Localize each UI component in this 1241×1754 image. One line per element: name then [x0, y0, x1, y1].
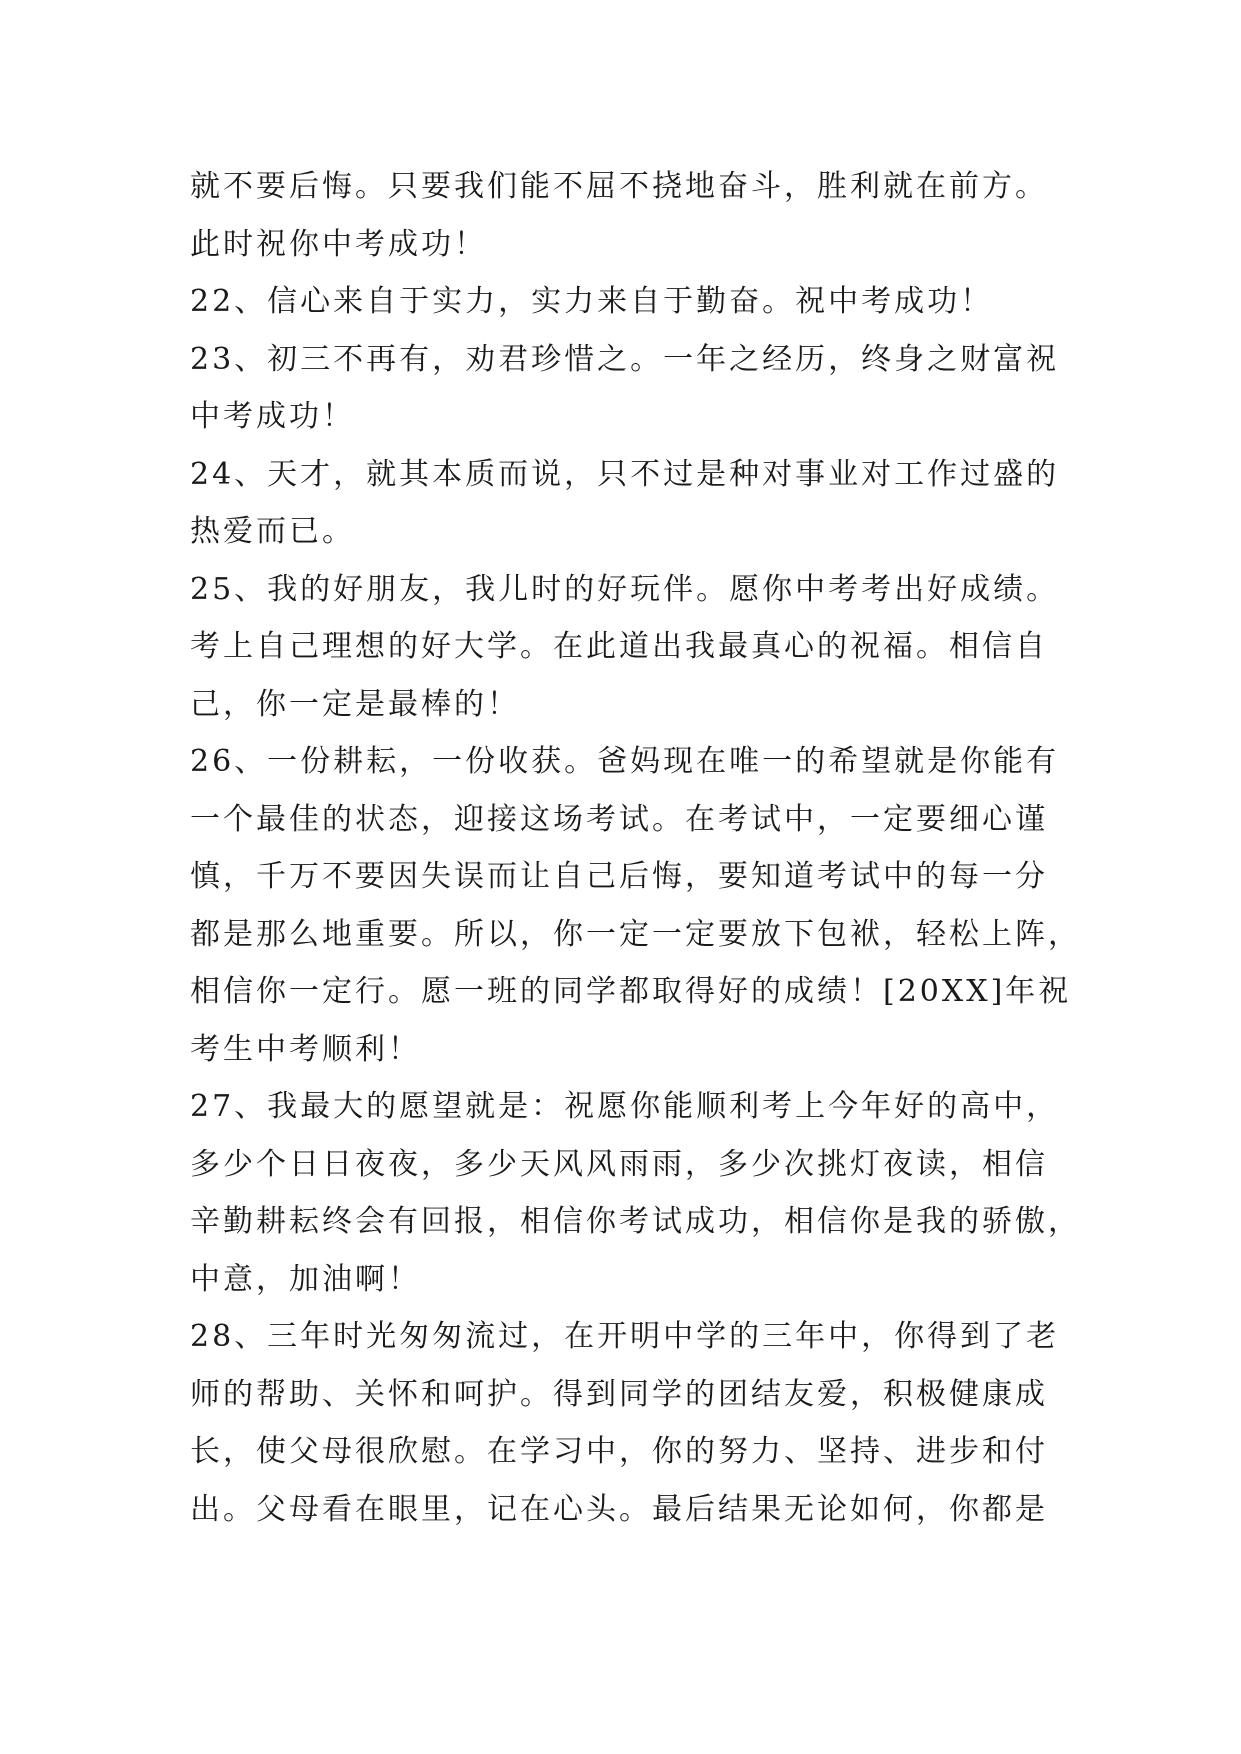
text-line: 24、天才，就其本质而说，只不过是种对事业对工作过盛的: [190, 456, 1060, 492]
text-line: 相信你一定行。愿一班的同学都取得好的成绩！[20XX]年祝: [190, 974, 1072, 1009]
text-line: 23、初三不再有，劝君珍惜之。一年之经历，终身之财富祝: [190, 341, 1060, 377]
text-line: 出。父母看在眼里，记在心头。最后结果无论如何，你都是: [190, 1491, 1048, 1527]
text-line: 师的帮助、关怀和呵护。得到同学的团结友爱，积极健康成: [190, 1376, 1048, 1412]
text-line: 长，使父母很欣慰。在学习中，你的努力、坚持、进步和付: [190, 1434, 1048, 1469]
text-line: 就不要后悔。只要我们能不屈不挠地奋斗，胜利就在前方。: [190, 169, 1048, 204]
text-line: 一个最佳的状态，迎接这场考试。在考试中，一定要细心谨: [190, 801, 1048, 837]
text-line: 27、我最大的愿望就是：祝愿你能顺利考上今年好的高中，: [190, 1089, 1060, 1124]
text-line: 己，你一定是最棒的！: [190, 686, 520, 722]
text-line: 22、信心来自于实力，实力来自于勤奋。祝中考成功！: [190, 284, 994, 319]
text-line: 慎，千万不要因失误而让自己后悔，要知道考试中的每一分: [190, 859, 1048, 894]
text-line: 辛勤耕耘终会有回报，相信你考试成功，相信你是我的骄傲，: [190, 1204, 1081, 1239]
text-line: 多少个日日夜夜，多少天风风雨雨，多少次挑灯夜读，相信: [190, 1146, 1048, 1182]
text-line: 此时祝你中考成功！: [190, 226, 487, 262]
text-line: 中考成功！: [190, 399, 355, 434]
document-body: [190, 158, 1081, 1538]
text-line: 中意，加油啊！: [190, 1261, 421, 1297]
text-line: 26、一份耕耘，一份收获。爸妈现在唯一的希望就是你能有: [190, 744, 1060, 779]
text-line: 考上自己理想的好大学。在此道出我最真心的祝福。相信自: [190, 629, 1048, 664]
text-line: 25、我的好朋友，我儿时的好玩伴。愿你中考考出好成绩。: [190, 571, 1060, 607]
text-line: 都是那么地重要。所以，你一定一定要放下包袱，轻松上阵，: [190, 916, 1081, 952]
text-line: 热爱而已。: [190, 514, 355, 549]
text-line: 28、三年时光匆匆流过，在开明中学的三年中，你得到了老: [190, 1319, 1060, 1354]
text-line: 考生中考顺利！: [190, 1031, 421, 1067]
